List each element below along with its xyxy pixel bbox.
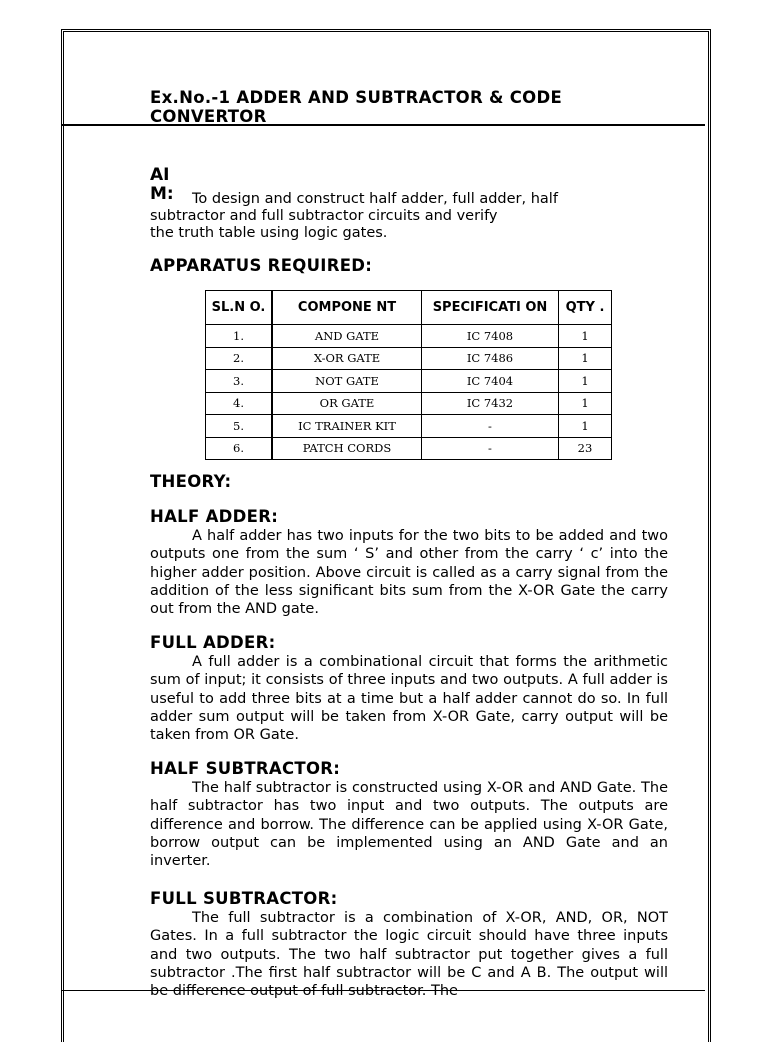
table-row xyxy=(206,370,612,393)
table-cell: 5. xyxy=(206,415,273,438)
aim-text xyxy=(150,208,668,242)
column-header-slno: SL.N O. xyxy=(206,291,273,325)
half-adder-heading: HALF ADDER: xyxy=(150,507,279,526)
table-header-row xyxy=(206,291,612,325)
table-row xyxy=(206,437,612,460)
aim-heading: AI M: xyxy=(150,165,174,204)
column-header-specification: SPECIFICATI ON xyxy=(422,291,559,325)
table-cell: - xyxy=(422,437,559,460)
full-adder-heading: FULL ADDER: xyxy=(150,633,276,652)
table-cell: 6. xyxy=(206,437,273,460)
table-row xyxy=(206,415,612,438)
apparatus-table xyxy=(205,290,612,460)
table-cell: IC TRAINER KIT xyxy=(272,415,422,438)
table-cell: 1 xyxy=(559,370,612,393)
table-cell: 23 xyxy=(559,437,612,460)
aim-text-line-2: subtractor and full subtractor circuits and verify xyxy=(150,208,498,224)
table-cell: 1 xyxy=(559,415,612,438)
table-cell: PATCH CORDS xyxy=(272,437,422,460)
table-cell: IC 7408 xyxy=(422,325,559,348)
half-adder-paragraph xyxy=(150,527,668,618)
table-cell: IC 7432 xyxy=(422,392,559,415)
half-subtractor-paragraph xyxy=(150,779,668,870)
table-cell: 1 xyxy=(559,347,612,370)
theory-heading: THEORY: xyxy=(150,472,232,491)
table-cell: 3. xyxy=(206,370,273,393)
full-adder-paragraph xyxy=(150,653,668,744)
half-subtractor-text: The half subtractor is constructed using X-OR and AND Gate. The half subtractor has two input and two outputs. The outputs are difference and borrow. The difference can be applied using X-OR Gate, borrow output can be implemented using an AND Gate and an inverter. xyxy=(150,780,668,870)
column-header-qty: QTY . xyxy=(559,291,612,325)
aim-text-line-1: To design and construct half adder, full adder, half xyxy=(192,191,558,207)
table-row xyxy=(206,392,612,415)
table-cell: 2. xyxy=(206,347,273,370)
table-cell: 4. xyxy=(206,392,273,415)
table-cell: AND GATE xyxy=(272,325,422,348)
table-cell: - xyxy=(422,415,559,438)
page-title: Ex.No.-1 ADDER AND SUBTRACTOR & CODE CONVERTOR xyxy=(150,88,563,126)
half-adder-text: A half adder has two inputs for the two bits to be added and two outputs one from the sum ‘ S’ and other from the carry ‘ c’ into the higher adder position. Above circuit is called as a carry signal from the addition of the less significant bits sum from the X-OR Gate the carry out from the AND gate. xyxy=(150,528,668,618)
full-adder-text: A full adder is a combinational circuit that forms the arithmetic sum of input; it consists of three inputs and two outputs. A full adder is useful to add three bits at a time but a half adder cannot do so. In full adder sum output will be taken from X-OR Gate, carry output will be taken from OR Gate. xyxy=(150,654,668,744)
column-header-component: COMPONE NT xyxy=(272,291,422,325)
table-cell: X-OR GATE xyxy=(272,347,422,370)
table-cell: 1 xyxy=(559,325,612,348)
table-cell: IC 7404 xyxy=(422,370,559,393)
aim-text-line-3: the truth table using logic gates. xyxy=(150,225,388,241)
table-cell: IC 7486 xyxy=(422,347,559,370)
table-cell: OR GATE xyxy=(272,392,422,415)
table-cell: 1 xyxy=(559,392,612,415)
table-cell: NOT GATE xyxy=(272,370,422,393)
apparatus-heading: APPARATUS REQUIRED: xyxy=(150,256,373,275)
full-subtractor-text: The full subtractor is a combination of X-OR, AND, OR, NOT Gates. In a full subtractor the logic circuit should have three inputs and two outputs. The two half subtractor put together gives a full subtractor .The first half subtractor will be C and A B. The output will be difference output of full subtractor. The xyxy=(150,910,668,1000)
half-subtractor-heading: HALF SUBTRACTOR: xyxy=(150,759,341,778)
table-row xyxy=(206,347,612,370)
table-cell: 1. xyxy=(206,325,273,348)
full-subtractor-paragraph xyxy=(150,909,668,1007)
full-subtractor-heading: FULL SUBTRACTOR: xyxy=(150,889,338,908)
table-row xyxy=(206,325,612,348)
